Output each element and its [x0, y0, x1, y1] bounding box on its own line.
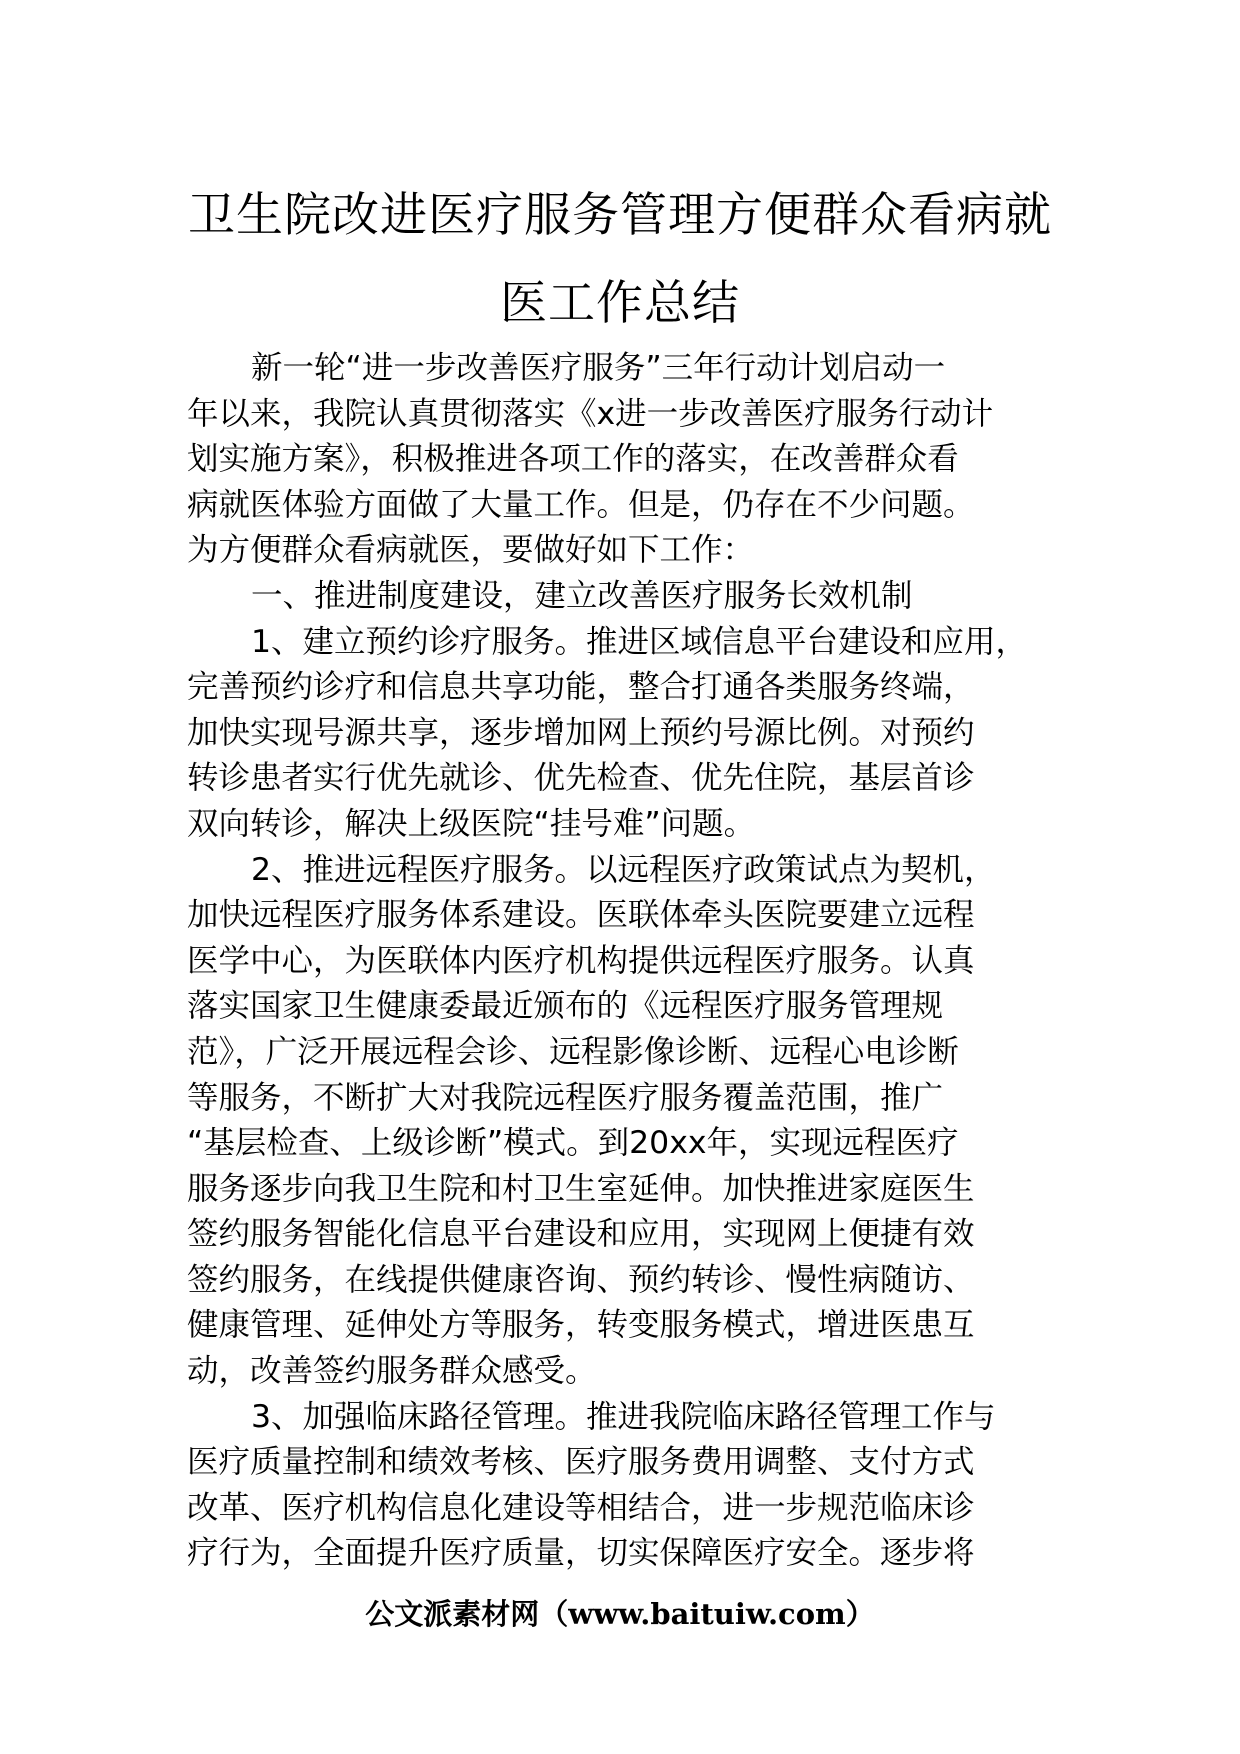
paragraph-line: 范》，广泛开展远程会诊、远程影像诊断、远程心电诊断: [187, 1033, 959, 1070]
paragraph-line: 医疗质量控制和绩效考核、医疗服务费用调整、支付方式: [187, 1444, 975, 1481]
document-body: [187, 346, 1067, 1577]
paragraph-line: 签约服务，在线提供健康咨询、预约转诊、慢性病随访、: [187, 1261, 975, 1298]
paragraph-line: 加快实现号源共享，逐步增加网上预约号源比例。对预约: [187, 714, 975, 751]
paragraph-line: 双向转诊，解决上级医院“挂号难”问题。: [187, 805, 756, 842]
paragraph-line: 医学中心，为医联体内医疗机构提供远程医疗服务。认真: [187, 942, 975, 979]
paragraph-line: 划实施方案》，积极推进各项工作的落实，在改善群众看: [187, 441, 959, 478]
paragraph-line: 服务逐步向我卫生院和村卫生室延伸。加快推进家庭医生: [187, 1170, 975, 1207]
paragraph-line: 动，改善签约服务群众感受。: [187, 1353, 597, 1390]
paragraph-line: 等服务，不断扩大对我院远程医疗服务覆盖范围，推广: [187, 1079, 944, 1116]
paragraph-line: 疗行为，全面提升医疗质量，切实保障医疗安全。逐步将: [187, 1535, 975, 1572]
section-heading: 一、推进制度建设，建立改善医疗服务长效机制: [251, 577, 913, 614]
paragraph-line: 改革、医疗机构信息化建设等相结合，进一步规范临床诊: [187, 1489, 975, 1526]
paragraph-line: 新一轮“进一步改善医疗服务”三年行动计划启动一: [251, 350, 946, 386]
paragraph-line: “基层检查、上级诊断”模式。到20xx年，实现远程医疗: [187, 1125, 959, 1162]
document-title-line-2: 医工作总结: [500, 276, 740, 331]
paragraph-line: 2、推进远程医疗服务。以远程医疗政策试点为契机，: [251, 851, 996, 888]
paragraph-line: 加快远程医疗服务体系建设。医联体牵头医院要建立远程: [187, 897, 975, 934]
document-title-line-1: 卫生院改进医疗服务管理方便群众看病就: [188, 188, 1052, 243]
paragraph-line: 转诊患者实行优先就诊、优先检查、优先住院，基层首诊: [187, 760, 975, 797]
paragraph-line: 年以来，我院认真贯彻落实《x进一步改善医疗服务行动计: [187, 395, 994, 432]
paragraph-line: 3、加强临床路径管理。推进我院临床路径管理工作与: [251, 1398, 996, 1435]
paragraph-line: 1、建立预约诊疗服务。推进区域信息平台建设和应用，: [251, 623, 1028, 660]
paragraph-line: 健康管理、延伸处方等服务，转变服务模式，增进医患互: [187, 1307, 975, 1344]
footer-source: 公文派素材网（www.baituiw.com）: [365, 1597, 875, 1631]
paragraph-line: 完善预约诊疗和信息共享功能，整合打通各类服务终端，: [187, 669, 975, 706]
paragraph-line: 为方便群众看病就医，要做好如下工作：: [187, 532, 755, 569]
paragraph-line: 病就医体验方面做了大量工作。但是，仍存在不少问题。: [187, 486, 975, 523]
paragraph-line: 落实国家卫生健康委最近颁布的《远程医疗服务管理规: [187, 988, 944, 1025]
paragraph-line: 签约服务智能化信息平台建设和应用，实现网上便捷有效: [187, 1216, 975, 1253]
